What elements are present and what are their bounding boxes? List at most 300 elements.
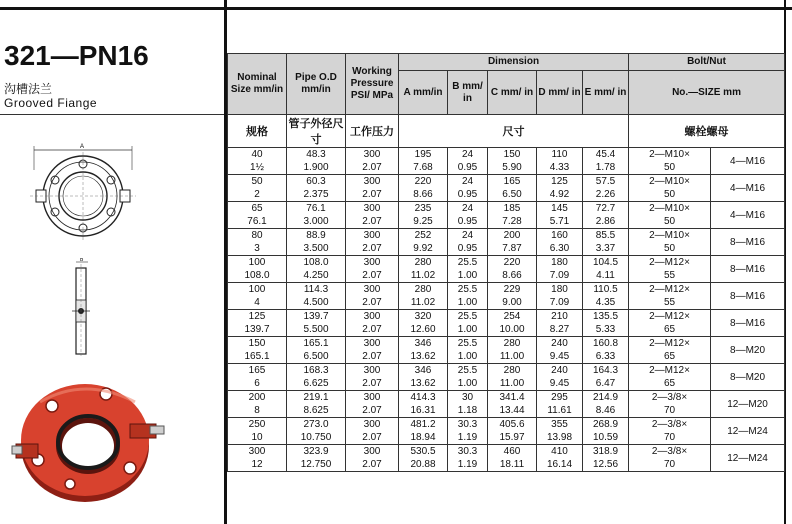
cell-value-e-in: 5.33 bbox=[595, 324, 616, 335]
cell-value-od-mm: 168.3 bbox=[303, 365, 329, 376]
cell-value-p-psi: 300 bbox=[363, 203, 381, 214]
cell-value-e-in: 12.56 bbox=[592, 459, 619, 470]
table-cell-b bbox=[448, 337, 488, 364]
table-cell-e bbox=[583, 364, 629, 391]
cell-value-d-in: 9.45 bbox=[549, 351, 570, 362]
cell-value-d-mm: 180 bbox=[551, 257, 568, 268]
table-cell-c bbox=[488, 283, 537, 310]
table-cell-size bbox=[228, 310, 287, 337]
cell-value-p-mpa: 2.07 bbox=[362, 324, 382, 335]
cell-value-od-mm: 88.9 bbox=[306, 230, 326, 241]
table-cell-c bbox=[488, 364, 537, 391]
table-cell-b bbox=[448, 364, 488, 391]
cell-value-size-mm: 250 bbox=[248, 419, 266, 430]
cell-value-d-mm: 210 bbox=[551, 311, 568, 322]
cell-value-p-psi: 300 bbox=[363, 284, 381, 295]
cell-value-bolt2: 65 bbox=[663, 351, 676, 362]
table-cell-nut: 4—M16 bbox=[711, 148, 785, 175]
cell-value-bolt1: 2—M12× bbox=[649, 284, 690, 295]
table-cell-nut: 8—M16 bbox=[711, 283, 785, 310]
header-bolt-nut: Bolt/Nut bbox=[629, 54, 785, 71]
table-cell-bolt1 bbox=[629, 418, 711, 445]
cell-value-p-psi: 300 bbox=[363, 257, 381, 268]
table-cell-e bbox=[583, 310, 629, 337]
side-view-drawing bbox=[62, 258, 102, 358]
cell-value-a-in: 16.31 bbox=[410, 405, 436, 416]
table-cell-p bbox=[346, 418, 399, 445]
header-pipe-od: Pipe O.D mm/in bbox=[287, 54, 346, 115]
cell-value-e-mm: 135.5 bbox=[592, 311, 619, 322]
cell-value-size-in: 1½ bbox=[250, 162, 264, 173]
cell-value-d-mm: 145 bbox=[551, 203, 568, 214]
cell-value-c-in: 11.00 bbox=[499, 351, 525, 362]
table-cell-c bbox=[488, 229, 537, 256]
table-cell-d bbox=[537, 283, 583, 310]
cell-value-bolt1: 2—M10× bbox=[649, 176, 690, 187]
cell-value-size-in: 10 bbox=[251, 432, 263, 443]
table-cell-c bbox=[488, 202, 537, 229]
cell-value-od-in: 6.500 bbox=[303, 351, 329, 362]
table-cell-od bbox=[287, 148, 346, 175]
table-cell-a bbox=[399, 202, 448, 229]
cell-value-a-mm: 195 bbox=[414, 149, 432, 160]
cell-value-size-mm: 200 bbox=[248, 392, 266, 403]
cell-value-od-in: 4.250 bbox=[303, 270, 329, 281]
table-cell-nut: 8—M16 bbox=[711, 256, 785, 283]
cell-value-od-mm: 165.1 bbox=[303, 338, 329, 349]
table-body bbox=[228, 148, 785, 472]
table-row bbox=[228, 202, 785, 229]
dim-a-label: A bbox=[80, 144, 85, 150]
cell-value-size-in: 165.1 bbox=[244, 351, 270, 362]
cell-value-size-mm: 125 bbox=[248, 311, 266, 322]
cell-value-size-mm: 65 bbox=[251, 203, 263, 214]
cell-value-b-mm: 24 bbox=[461, 203, 474, 214]
cell-value-bolt2: 55 bbox=[663, 270, 676, 281]
cell-value-d-in: 4.92 bbox=[549, 189, 570, 200]
cell-value-size-in: 76.1 bbox=[247, 216, 267, 227]
dim-b-label: B bbox=[80, 258, 84, 263]
cell-value-bolt2: 50 bbox=[663, 216, 676, 227]
cell-value-od-in: 6.625 bbox=[303, 378, 329, 389]
table-cell-d bbox=[537, 148, 583, 175]
cell-value-c-in: 9.00 bbox=[502, 297, 522, 308]
cell-value-a-in: 18.94 bbox=[410, 432, 436, 443]
cell-value-p-mpa: 2.07 bbox=[362, 351, 382, 362]
cell-value-b-mm: 24 bbox=[461, 176, 474, 187]
cell-value-od-mm: 48.3 bbox=[306, 149, 326, 160]
table-cell-c bbox=[488, 148, 537, 175]
cell-value-p-mpa: 2.07 bbox=[362, 243, 382, 254]
cell-value-size-in: 3 bbox=[254, 243, 260, 254]
cell-value-a-in: 9.25 bbox=[413, 216, 433, 227]
cell-value-p-psi: 300 bbox=[363, 419, 381, 430]
cell-value-bolt1: 2—M12× bbox=[649, 338, 690, 349]
cell-value-b-mm: 25.5 bbox=[457, 365, 478, 376]
cell-value-d-in: 16.14 bbox=[546, 459, 573, 470]
front-view-drawing bbox=[28, 140, 140, 244]
table-cell-d bbox=[537, 256, 583, 283]
cn-header-bolt: 螺栓螺母 bbox=[629, 115, 785, 148]
title-underline bbox=[0, 114, 224, 115]
table-cell-od bbox=[287, 337, 346, 364]
cell-value-e-mm: 214.9 bbox=[592, 392, 619, 403]
cell-value-d-in: 5.71 bbox=[549, 216, 570, 227]
cell-value-e-mm: 318.9 bbox=[592, 446, 619, 457]
cell-value-a-mm: 481.2 bbox=[410, 419, 436, 430]
cell-value-d-in: 13.98 bbox=[546, 432, 573, 443]
cell-value-e-mm: 268.9 bbox=[592, 419, 619, 430]
table-cell-size bbox=[228, 391, 287, 418]
cell-value-p-psi: 300 bbox=[363, 230, 381, 241]
cn-header-pressure: 工作压力 bbox=[346, 115, 399, 148]
table-cell-size bbox=[228, 445, 287, 472]
table-cell-b bbox=[448, 229, 488, 256]
cell-value-bolt1: 2—M12× bbox=[649, 365, 690, 376]
cell-value-c-mm: 150 bbox=[503, 149, 521, 160]
table-cell-e bbox=[583, 229, 629, 256]
table-cell-size bbox=[228, 418, 287, 445]
cell-value-c-mm: 185 bbox=[503, 203, 521, 214]
cell-value-c-mm: 280 bbox=[503, 365, 521, 376]
table-cell-size bbox=[228, 283, 287, 310]
table-cell-p bbox=[346, 391, 399, 418]
cell-value-p-mpa: 2.07 bbox=[362, 432, 382, 443]
cell-value-bolt2: 70 bbox=[663, 459, 676, 470]
table-row bbox=[228, 418, 785, 445]
cell-value-c-in: 7.28 bbox=[502, 216, 522, 227]
cell-value-b-mm: 25.5 bbox=[457, 338, 478, 349]
table-cell-p bbox=[346, 175, 399, 202]
table-cell-bolt1 bbox=[629, 148, 711, 175]
table-cell-bolt1 bbox=[629, 229, 711, 256]
header-dim-b: B mm/ in bbox=[448, 71, 488, 115]
header-dim-e: E mm/ in bbox=[583, 71, 629, 115]
cell-value-bolt2: 65 bbox=[663, 378, 676, 389]
cell-value-p-mpa: 2.07 bbox=[362, 216, 382, 227]
cell-value-d-mm: 240 bbox=[551, 338, 568, 349]
cn-header-dim: 尺寸 bbox=[399, 115, 629, 148]
table-cell-size bbox=[228, 175, 287, 202]
header-no-size: No.—SIZE mm bbox=[629, 71, 785, 115]
table-cell-od bbox=[287, 364, 346, 391]
header-dim-d: D mm/ in bbox=[537, 71, 583, 115]
cell-value-b-in: 1.00 bbox=[457, 324, 478, 335]
cell-value-c-in: 8.66 bbox=[502, 270, 522, 281]
cell-value-c-in: 11.00 bbox=[499, 378, 525, 389]
cell-value-od-mm: 76.1 bbox=[306, 203, 326, 214]
table-cell-nut: 12—M20 bbox=[711, 391, 785, 418]
cell-value-e-in: 2.26 bbox=[595, 189, 616, 200]
table-cell-od bbox=[287, 391, 346, 418]
cell-value-c-in: 15.97 bbox=[499, 432, 525, 443]
cell-value-e-mm: 72.7 bbox=[595, 203, 616, 214]
cell-value-a-in: 8.66 bbox=[413, 189, 433, 200]
cell-value-a-mm: 280 bbox=[414, 257, 432, 268]
cell-value-p-psi: 300 bbox=[363, 311, 381, 322]
cell-value-size-mm: 80 bbox=[251, 230, 263, 241]
product-name-en: Grooved Fiange bbox=[4, 96, 98, 110]
table-cell-od bbox=[287, 175, 346, 202]
table-cell-a bbox=[399, 337, 448, 364]
table-cell-b bbox=[448, 256, 488, 283]
cell-value-d-mm: 240 bbox=[551, 365, 568, 376]
table-cell-c bbox=[488, 337, 537, 364]
table-cell-e bbox=[583, 256, 629, 283]
table-cell-p bbox=[346, 445, 399, 472]
cell-value-a-in: 20.88 bbox=[410, 459, 436, 470]
cell-value-b-mm: 25.5 bbox=[457, 311, 478, 322]
cell-value-c-mm: 229 bbox=[503, 284, 521, 295]
table-cell-d bbox=[537, 391, 583, 418]
table-cell-p bbox=[346, 337, 399, 364]
cell-value-c-in: 6.50 bbox=[502, 189, 522, 200]
table-cell-nut: 12—M24 bbox=[711, 418, 785, 445]
cell-value-od-in: 3.500 bbox=[303, 243, 329, 254]
cell-value-d-in: 4.33 bbox=[549, 162, 570, 173]
cell-value-a-mm: 530.5 bbox=[410, 446, 436, 457]
table-cell-bolt1 bbox=[629, 202, 711, 229]
top-rule bbox=[0, 7, 792, 10]
cell-value-size-mm: 150 bbox=[248, 338, 266, 349]
cell-value-d-mm: 410 bbox=[551, 446, 568, 457]
cell-value-p-psi: 300 bbox=[363, 446, 381, 457]
cell-value-b-in: 0.95 bbox=[457, 243, 478, 254]
table-cell-d bbox=[537, 175, 583, 202]
product-name-cn: 沟槽法兰 bbox=[4, 82, 53, 96]
cell-value-c-mm: 341.4 bbox=[499, 392, 525, 403]
cell-value-b-mm: 25.5 bbox=[457, 257, 478, 268]
cell-value-p-mpa: 2.07 bbox=[362, 189, 382, 200]
cell-value-e-in: 6.33 bbox=[595, 351, 616, 362]
cell-value-d-mm: 295 bbox=[551, 392, 568, 403]
cell-value-bolt1: 2—M12× bbox=[649, 257, 690, 268]
cell-value-p-mpa: 2.07 bbox=[362, 378, 382, 389]
table-cell-bolt1 bbox=[629, 445, 711, 472]
table-cell-e bbox=[583, 148, 629, 175]
table-cell-e bbox=[583, 283, 629, 310]
table-cell-b bbox=[448, 175, 488, 202]
cell-value-e-in: 6.47 bbox=[595, 378, 616, 389]
table-cell-b bbox=[448, 445, 488, 472]
cell-value-b-mm: 24 bbox=[461, 230, 474, 241]
cell-value-b-mm: 24 bbox=[461, 149, 474, 160]
table-cell-p bbox=[346, 202, 399, 229]
cell-value-size-mm: 100 bbox=[248, 257, 266, 268]
table-cell-a bbox=[399, 175, 448, 202]
cell-value-a-mm: 252 bbox=[414, 230, 432, 241]
cell-value-od-in: 2.375 bbox=[303, 189, 329, 200]
table-cell-b bbox=[448, 310, 488, 337]
table-cell-nut: 8—M16 bbox=[711, 310, 785, 337]
cell-value-od-mm: 114.3 bbox=[303, 284, 329, 295]
cell-value-a-mm: 235 bbox=[414, 203, 432, 214]
cell-value-p-mpa: 2.07 bbox=[362, 297, 382, 308]
cell-value-a-mm: 320 bbox=[414, 311, 432, 322]
table-cell-od bbox=[287, 202, 346, 229]
table-cell-c bbox=[488, 391, 537, 418]
cell-value-e-in: 10.59 bbox=[592, 432, 619, 443]
cell-value-c-mm: 280 bbox=[503, 338, 521, 349]
cell-value-c-in: 13.44 bbox=[499, 405, 525, 416]
cell-value-a-in: 12.60 bbox=[410, 324, 436, 335]
table-cell-e bbox=[583, 337, 629, 364]
cell-value-e-mm: 85.5 bbox=[595, 230, 616, 241]
table-row bbox=[228, 364, 785, 391]
cell-value-bolt1: 2—3/8× bbox=[651, 392, 688, 403]
cell-value-od-in: 1.900 bbox=[303, 162, 329, 173]
table-cell-c bbox=[488, 175, 537, 202]
cell-value-a-in: 13.62 bbox=[410, 351, 436, 362]
cell-value-b-in: 1.00 bbox=[457, 297, 478, 308]
cell-value-b-in: 1.00 bbox=[457, 351, 478, 362]
cell-value-c-mm: 460 bbox=[503, 446, 521, 457]
cell-value-d-in: 7.09 bbox=[549, 297, 570, 308]
cell-value-bolt2: 50 bbox=[663, 243, 676, 254]
table-row bbox=[228, 148, 785, 175]
cell-value-size-mm: 300 bbox=[248, 446, 266, 457]
table-cell-d bbox=[537, 445, 583, 472]
cell-value-size-in: 8 bbox=[254, 405, 260, 416]
cell-value-b-in: 0.95 bbox=[457, 162, 478, 173]
cell-value-a-mm: 346 bbox=[414, 365, 432, 376]
table-row bbox=[228, 256, 785, 283]
cell-value-b-in: 1.00 bbox=[457, 270, 478, 281]
product-code: 321—PN16 bbox=[4, 40, 149, 71]
cell-value-od-in: 3.000 bbox=[303, 216, 329, 227]
table-cell-size bbox=[228, 256, 287, 283]
cell-value-e-in: 1.78 bbox=[595, 162, 616, 173]
cell-value-od-mm: 139.7 bbox=[303, 311, 329, 322]
cell-value-bolt1: 2—3/8× bbox=[651, 446, 688, 457]
cell-value-p-mpa: 2.07 bbox=[362, 270, 382, 281]
cell-value-b-mm: 30.3 bbox=[457, 419, 478, 430]
cell-value-d-mm: 180 bbox=[551, 284, 568, 295]
cell-value-d-mm: 355 bbox=[551, 419, 568, 430]
table-row bbox=[228, 229, 785, 256]
table-cell-a bbox=[399, 418, 448, 445]
cell-value-d-in: 9.45 bbox=[549, 378, 570, 389]
header-dim-a: A mm/in bbox=[399, 71, 448, 115]
cell-value-a-mm: 346 bbox=[414, 338, 432, 349]
table-row bbox=[228, 175, 785, 202]
cell-value-od-mm: 323.9 bbox=[303, 446, 329, 457]
cell-value-bolt2: 50 bbox=[663, 162, 676, 173]
cell-value-bolt1: 2—M12× bbox=[649, 311, 690, 322]
cell-value-a-mm: 414.3 bbox=[410, 392, 436, 403]
table-cell-d bbox=[537, 418, 583, 445]
cell-value-size-in: 6 bbox=[254, 378, 260, 389]
cell-value-od-in: 12.750 bbox=[300, 459, 332, 470]
header-dim-c: C mm/ in bbox=[488, 71, 537, 115]
table-cell-p bbox=[346, 364, 399, 391]
cell-value-size-mm: 50 bbox=[251, 176, 263, 187]
cell-value-d-in: 7.09 bbox=[549, 270, 570, 281]
cell-value-size-in: 12 bbox=[251, 459, 263, 470]
table-cell-p bbox=[346, 229, 399, 256]
header-nominal-size: Nominal Size mm/in bbox=[228, 54, 287, 115]
table-cell-e bbox=[583, 418, 629, 445]
table-cell-e bbox=[583, 445, 629, 472]
cell-value-e-mm: 164.3 bbox=[592, 365, 619, 376]
table-cell-bolt1 bbox=[629, 364, 711, 391]
table-cell-od bbox=[287, 418, 346, 445]
cell-value-size-in: 4 bbox=[254, 297, 260, 308]
table-cell-od bbox=[287, 283, 346, 310]
cell-value-c-in: 18.11 bbox=[499, 459, 525, 470]
table-cell-b bbox=[448, 418, 488, 445]
cell-value-size-mm: 100 bbox=[248, 284, 266, 295]
cell-value-e-in: 4.11 bbox=[596, 270, 615, 281]
cell-value-a-in: 7.68 bbox=[413, 162, 433, 173]
cell-value-c-mm: 405.6 bbox=[499, 419, 525, 430]
cell-value-bolt1: 2—M10× bbox=[649, 203, 690, 214]
table-cell-nut: 4—M16 bbox=[711, 175, 785, 202]
cell-value-b-in: 1.00 bbox=[457, 378, 478, 389]
cell-value-p-mpa: 2.07 bbox=[362, 459, 382, 470]
table-cell-a bbox=[399, 148, 448, 175]
cell-value-size-mm: 40 bbox=[251, 149, 263, 160]
cn-header-pipe: 管子外径尺寸 bbox=[287, 115, 346, 148]
cell-value-size-mm: 165 bbox=[248, 365, 266, 376]
cell-value-a-mm: 280 bbox=[414, 284, 432, 295]
table-cell-nut: 12—M24 bbox=[711, 445, 785, 472]
table-cell-e bbox=[583, 202, 629, 229]
table-row bbox=[228, 445, 785, 472]
cell-value-b-in: 1.19 bbox=[457, 459, 478, 470]
table-row bbox=[228, 283, 785, 310]
cell-value-bolt1: 2—3/8× bbox=[651, 419, 688, 430]
cell-value-bolt2: 50 bbox=[663, 189, 676, 200]
table-cell-b bbox=[448, 283, 488, 310]
table-cell-bolt1 bbox=[629, 175, 711, 202]
cell-value-e-in: 8.46 bbox=[595, 405, 616, 416]
table-cell-bolt1 bbox=[629, 337, 711, 364]
cell-value-d-mm: 125 bbox=[551, 176, 568, 187]
cell-value-b-mm: 30.3 bbox=[457, 446, 478, 457]
table-cell-c bbox=[488, 418, 537, 445]
cell-value-a-in: 13.62 bbox=[410, 378, 436, 389]
table-cell-d bbox=[537, 364, 583, 391]
cell-value-e-mm: 160.8 bbox=[592, 338, 619, 349]
flange-photo bbox=[10, 372, 170, 512]
cell-value-p-psi: 300 bbox=[363, 149, 381, 160]
table-cell-size bbox=[228, 364, 287, 391]
cell-value-od-mm: 273.0 bbox=[303, 419, 329, 430]
cell-value-c-mm: 220 bbox=[503, 257, 521, 268]
cell-value-bolt2: 65 bbox=[663, 324, 676, 335]
cell-value-od-mm: 219.1 bbox=[303, 392, 329, 403]
cell-value-p-psi: 300 bbox=[363, 176, 381, 187]
table-cell-e bbox=[583, 391, 629, 418]
table-cell-size bbox=[228, 148, 287, 175]
cell-value-p-mpa: 2.07 bbox=[362, 405, 382, 416]
table-cell-od bbox=[287, 310, 346, 337]
cell-value-od-mm: 60.3 bbox=[306, 176, 326, 187]
table-cell-nut: 8—M20 bbox=[711, 337, 785, 364]
cell-value-b-in: 0.95 bbox=[457, 216, 478, 227]
cell-value-e-mm: 110.5 bbox=[593, 284, 618, 295]
cell-value-size-in: 139.7 bbox=[244, 324, 270, 335]
table-cell-od bbox=[287, 229, 346, 256]
cell-value-c-in: 10.00 bbox=[499, 324, 525, 335]
header-working-pressure: Working Pressure PSI/ MPa bbox=[346, 54, 399, 115]
specification-table bbox=[227, 53, 785, 472]
cell-value-bolt2: 70 bbox=[663, 405, 676, 416]
cell-value-d-mm: 160 bbox=[551, 230, 568, 241]
table-cell-c bbox=[488, 256, 537, 283]
cell-value-c-mm: 254 bbox=[503, 311, 521, 322]
